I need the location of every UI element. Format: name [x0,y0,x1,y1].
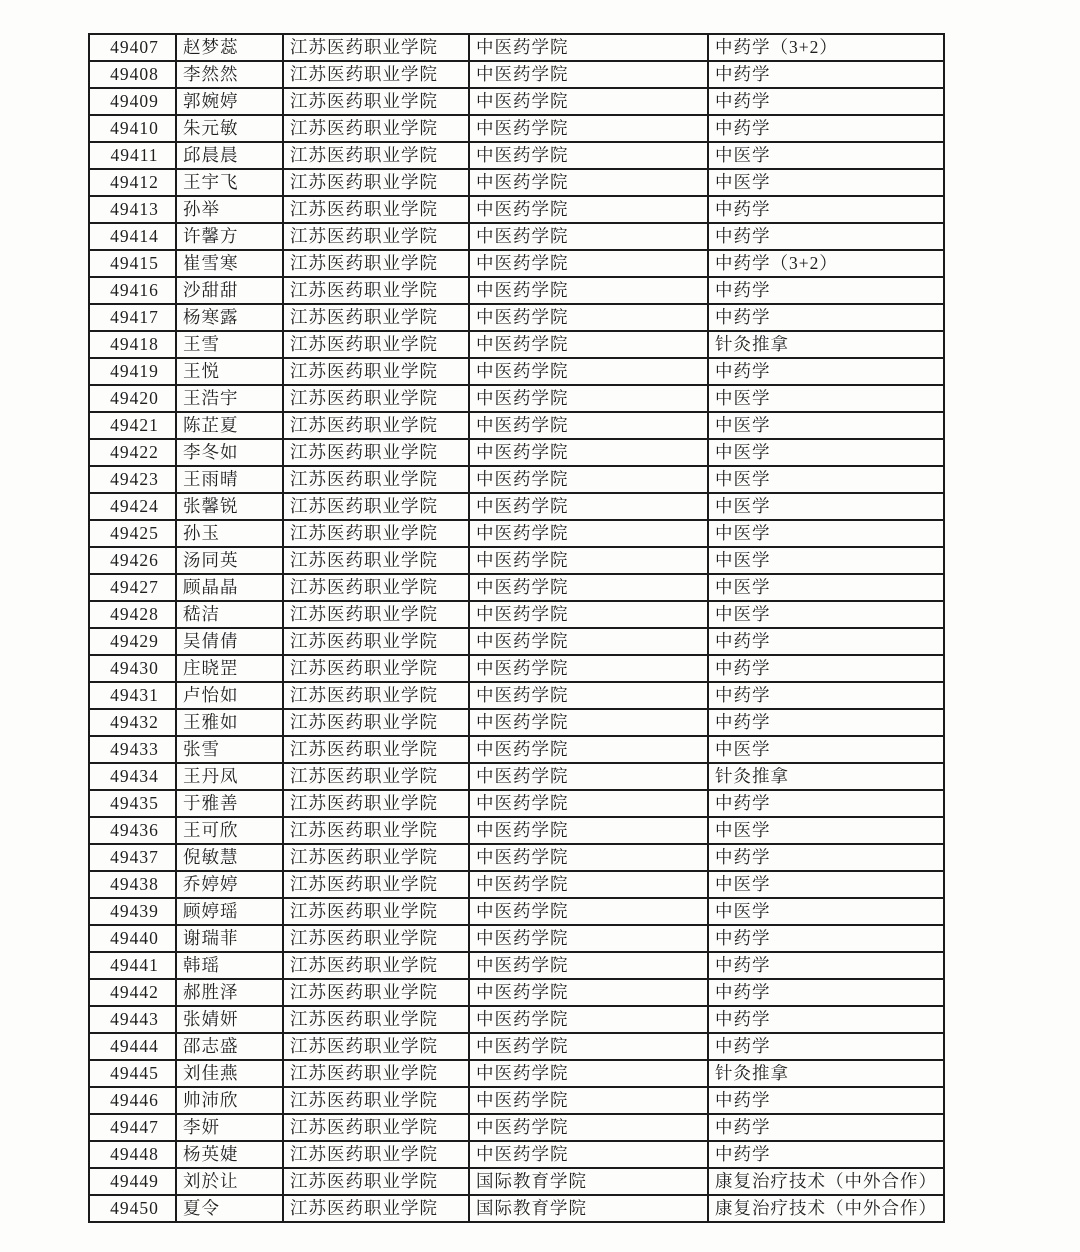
cell-college: 中医药学院 [469,1087,708,1114]
cell-college: 中医药学院 [469,196,708,223]
cell-exam-id: 49441 [89,952,176,979]
cell-student-name: 夏令 [176,1195,283,1222]
cell-major: 中医学 [708,493,944,520]
cell-school: 江苏医药职业学院 [283,925,469,952]
cell-school: 江苏医药职业学院 [283,358,469,385]
cell-school: 江苏医药职业学院 [283,1195,469,1222]
cell-college: 中医药学院 [469,1033,708,1060]
cell-college: 中医药学院 [469,331,708,358]
cell-college: 中医药学院 [469,1141,708,1168]
table-row [89,1168,944,1195]
cell-college: 中医药学院 [469,952,708,979]
cell-exam-id: 49413 [89,196,176,223]
cell-exam-id: 49409 [89,88,176,115]
cell-college: 中医药学院 [469,115,708,142]
cell-school: 江苏医药职业学院 [283,601,469,628]
cell-exam-id: 49448 [89,1141,176,1168]
cell-major: 中医学 [708,169,944,196]
cell-exam-id: 49447 [89,1114,176,1141]
cell-school: 江苏医药职业学院 [283,736,469,763]
cell-student-name: 王雅如 [176,709,283,736]
cell-student-name: 卢怡如 [176,682,283,709]
cell-major: 中医学 [708,412,944,439]
cell-exam-id: 49425 [89,520,176,547]
cell-school: 江苏医药职业学院 [283,142,469,169]
cell-exam-id: 49419 [89,358,176,385]
cell-student-name: 乔婷婷 [176,871,283,898]
cell-college: 国际教育学院 [469,1168,708,1195]
cell-school: 江苏医药职业学院 [283,439,469,466]
cell-student-name: 孙玉 [176,520,283,547]
cell-student-name: 王宇飞 [176,169,283,196]
cell-student-name: 张雪 [176,736,283,763]
cell-exam-id: 49437 [89,844,176,871]
cell-major: 康复治疗技术（中外合作） [708,1195,944,1222]
cell-exam-id: 49414 [89,223,176,250]
cell-major: 康复治疗技术（中外合作） [708,1168,944,1195]
cell-college: 中医药学院 [469,1060,708,1087]
cell-major: 中医学 [708,385,944,412]
cell-student-name: 谢瑞菲 [176,925,283,952]
cell-student-name: 韩瑶 [176,952,283,979]
cell-major: 中药学 [708,196,944,223]
cell-college: 中医药学院 [469,898,708,925]
cell-major: 中药学 [708,358,944,385]
cell-college: 中医药学院 [469,736,708,763]
cell-school: 江苏医药职业学院 [283,547,469,574]
cell-major: 中药学 [708,1141,944,1168]
table-row [89,250,944,277]
cell-exam-id: 49410 [89,115,176,142]
cell-major: 中药学 [708,790,944,817]
cell-major: 针灸推拿 [708,331,944,358]
table-row [89,1141,944,1168]
cell-college: 中医药学院 [469,439,708,466]
cell-school: 江苏医药职业学院 [283,412,469,439]
cell-college: 中医药学院 [469,142,708,169]
cell-student-name: 嵇洁 [176,601,283,628]
cell-college: 中医药学院 [469,466,708,493]
cell-exam-id: 49450 [89,1195,176,1222]
cell-major: 中药学 [708,277,944,304]
cell-student-name: 郝胜泽 [176,979,283,1006]
cell-major: 中药学 [708,1033,944,1060]
cell-student-name: 赵梦蕊 [176,34,283,61]
table-row [89,547,944,574]
cell-student-name: 顾婷瑶 [176,898,283,925]
table-row [89,412,944,439]
cell-exam-id: 49431 [89,682,176,709]
table-row [89,709,944,736]
table-row [89,466,944,493]
cell-student-name: 陈芷夏 [176,412,283,439]
cell-college: 中医药学院 [469,763,708,790]
cell-college: 中医药学院 [469,817,708,844]
cell-school: 江苏医药职业学院 [283,115,469,142]
cell-exam-id: 49442 [89,979,176,1006]
table-row [89,358,944,385]
cell-school: 江苏医药职业学院 [283,871,469,898]
cell-student-name: 邱晨晨 [176,142,283,169]
table-row [89,142,944,169]
table-row [89,385,944,412]
table-row [89,979,944,1006]
cell-college: 中医药学院 [469,493,708,520]
cell-student-name: 帅沛欣 [176,1087,283,1114]
cell-exam-id: 49422 [89,439,176,466]
cell-school: 江苏医药职业学院 [283,196,469,223]
cell-exam-id: 49446 [89,1087,176,1114]
cell-major: 中药学 [708,709,944,736]
cell-student-name: 沙甜甜 [176,277,283,304]
table-row [89,61,944,88]
table-row [89,871,944,898]
cell-college: 中医药学院 [469,223,708,250]
table-row [89,34,944,61]
cell-school: 江苏医药职业学院 [283,628,469,655]
cell-major: 中医学 [708,547,944,574]
cell-college: 中医药学院 [469,1006,708,1033]
cell-major: 中医学 [708,817,944,844]
cell-school: 江苏医药职业学院 [283,61,469,88]
cell-exam-id: 49407 [89,34,176,61]
cell-college: 中医药学院 [469,655,708,682]
cell-exam-id: 49443 [89,1006,176,1033]
cell-major: 中医学 [708,520,944,547]
table-row [89,898,944,925]
cell-student-name: 杨寒露 [176,304,283,331]
cell-student-name: 张婧妍 [176,1006,283,1033]
cell-school: 江苏医药职业学院 [283,682,469,709]
table-row [89,88,944,115]
cell-exam-id: 49408 [89,61,176,88]
cell-student-name: 王雨晴 [176,466,283,493]
cell-exam-id: 49426 [89,547,176,574]
cell-exam-id: 49411 [89,142,176,169]
cell-student-name: 李冬如 [176,439,283,466]
cell-school: 江苏医药职业学院 [283,1168,469,1195]
table-row [89,628,944,655]
cell-exam-id: 49415 [89,250,176,277]
cell-exam-id: 49449 [89,1168,176,1195]
cell-student-name: 李然然 [176,61,283,88]
table-row [89,1033,944,1060]
cell-major: 中药学 [708,979,944,1006]
cell-exam-id: 49430 [89,655,176,682]
cell-major: 中药学 [708,925,944,952]
cell-major: 中医学 [708,736,944,763]
cell-college: 中医药学院 [469,547,708,574]
cell-student-name: 许馨方 [176,223,283,250]
cell-college: 中医药学院 [469,358,708,385]
cell-major: 中药学 [708,1114,944,1141]
cell-exam-id: 49427 [89,574,176,601]
cell-school: 江苏医药职业学院 [283,88,469,115]
cell-major: 中药学 [708,682,944,709]
cell-major: 中医学 [708,898,944,925]
cell-student-name: 王可欣 [176,817,283,844]
cell-major: 中医学 [708,466,944,493]
cell-major: 中药学 [708,628,944,655]
cell-exam-id: 49440 [89,925,176,952]
table-row [89,1006,944,1033]
table-row [89,655,944,682]
cell-exam-id: 49423 [89,466,176,493]
cell-major: 中药学 [708,304,944,331]
cell-school: 江苏医药职业学院 [283,763,469,790]
cell-major: 中药学 [708,1006,944,1033]
table-row [89,196,944,223]
cell-college: 中医药学院 [469,277,708,304]
table-row [89,736,944,763]
cell-major: 中药学 [708,844,944,871]
cell-exam-id: 49444 [89,1033,176,1060]
cell-school: 江苏医药职业学院 [283,250,469,277]
cell-school: 江苏医药职业学院 [283,844,469,871]
table-row [89,574,944,601]
cell-student-name: 邵志盛 [176,1033,283,1060]
cell-exam-id: 49428 [89,601,176,628]
cell-student-name: 于雅善 [176,790,283,817]
cell-school: 江苏医药职业学院 [283,277,469,304]
table-row [89,277,944,304]
table-row [89,844,944,871]
cell-school: 江苏医药职业学院 [283,1114,469,1141]
cell-major: 中药学 [708,223,944,250]
cell-school: 江苏医药职业学院 [283,520,469,547]
table-row [89,1114,944,1141]
cell-student-name: 倪敏慧 [176,844,283,871]
cell-college: 中医药学院 [469,979,708,1006]
cell-college: 中医药学院 [469,385,708,412]
cell-exam-id: 49434 [89,763,176,790]
cell-school: 江苏医药职业学院 [283,304,469,331]
cell-exam-id: 49436 [89,817,176,844]
cell-college: 中医药学院 [469,682,708,709]
cell-major: 中药学 [708,88,944,115]
cell-exam-id: 49412 [89,169,176,196]
cell-major: 中药学 [708,115,944,142]
student-roster-table [88,33,945,1223]
cell-school: 江苏医药职业学院 [283,223,469,250]
cell-college: 中医药学院 [469,574,708,601]
cell-major: 中医学 [708,871,944,898]
cell-student-name: 汤同英 [176,547,283,574]
table-row [89,790,944,817]
cell-major: 中药学（3+2） [708,34,944,61]
cell-exam-id: 49445 [89,1060,176,1087]
cell-exam-id: 49439 [89,898,176,925]
cell-student-name: 王丹凤 [176,763,283,790]
cell-school: 江苏医药职业学院 [283,385,469,412]
cell-college: 中医药学院 [469,844,708,871]
table-row [89,331,944,358]
table-row [89,520,944,547]
cell-school: 江苏医药职业学院 [283,1033,469,1060]
cell-school: 江苏医药职业学院 [283,169,469,196]
cell-school: 江苏医药职业学院 [283,898,469,925]
table-row [89,493,944,520]
cell-major: 中医学 [708,574,944,601]
cell-college: 中医药学院 [469,601,708,628]
cell-college: 中医药学院 [469,520,708,547]
cell-student-name: 孙举 [176,196,283,223]
cell-school: 江苏医药职业学院 [283,1141,469,1168]
cell-school: 江苏医药职业学院 [283,1087,469,1114]
cell-student-name: 庄晓罡 [176,655,283,682]
cell-college: 国际教育学院 [469,1195,708,1222]
cell-college: 中医药学院 [469,61,708,88]
cell-school: 江苏医药职业学院 [283,817,469,844]
cell-school: 江苏医药职业学院 [283,493,469,520]
cell-college: 中医药学院 [469,1114,708,1141]
cell-school: 江苏医药职业学院 [283,574,469,601]
cell-major: 中药学 [708,1087,944,1114]
cell-student-name: 王悦 [176,358,283,385]
cell-school: 江苏医药职业学院 [283,979,469,1006]
cell-exam-id: 49429 [89,628,176,655]
cell-college: 中医药学院 [469,790,708,817]
cell-exam-id: 49432 [89,709,176,736]
cell-school: 江苏医药职业学院 [283,34,469,61]
cell-school: 江苏医药职业学院 [283,1006,469,1033]
cell-major: 中药学 [708,61,944,88]
cell-major: 中医学 [708,601,944,628]
cell-school: 江苏医药职业学院 [283,709,469,736]
roster-body [89,34,944,1222]
cell-school: 江苏医药职业学院 [283,952,469,979]
cell-college: 中医药学院 [469,88,708,115]
cell-major: 中药学（3+2） [708,250,944,277]
cell-school: 江苏医药职业学院 [283,655,469,682]
table-row [89,925,944,952]
table-row [89,1087,944,1114]
cell-college: 中医药学院 [469,412,708,439]
cell-school: 江苏医药职业学院 [283,466,469,493]
cell-student-name: 崔雪寒 [176,250,283,277]
table-row [89,115,944,142]
cell-student-name: 吴倩倩 [176,628,283,655]
cell-major: 中药学 [708,952,944,979]
cell-student-name: 刘佳燕 [176,1060,283,1087]
table-row [89,952,944,979]
cell-exam-id: 49420 [89,385,176,412]
cell-student-name: 朱元敏 [176,115,283,142]
table-row [89,817,944,844]
cell-college: 中医药学院 [469,169,708,196]
table-row [89,1195,944,1222]
cell-college: 中医药学院 [469,250,708,277]
cell-exam-id: 49418 [89,331,176,358]
cell-school: 江苏医药职业学院 [283,790,469,817]
cell-exam-id: 49433 [89,736,176,763]
cell-major: 中医学 [708,142,944,169]
cell-exam-id: 49417 [89,304,176,331]
table-row [89,1060,944,1087]
cell-school: 江苏医药职业学院 [283,331,469,358]
cell-school: 江苏医药职业学院 [283,1060,469,1087]
cell-exam-id: 49416 [89,277,176,304]
cell-major: 针灸推拿 [708,763,944,790]
cell-college: 中医药学院 [469,628,708,655]
cell-college: 中医药学院 [469,925,708,952]
cell-student-name: 顾晶晶 [176,574,283,601]
cell-exam-id: 49438 [89,871,176,898]
cell-student-name: 郭婉婷 [176,88,283,115]
cell-college: 中医药学院 [469,709,708,736]
cell-student-name: 李妍 [176,1114,283,1141]
cell-major: 针灸推拿 [708,1060,944,1087]
cell-student-name: 刘於让 [176,1168,283,1195]
cell-major: 中医学 [708,439,944,466]
cell-major: 中药学 [708,655,944,682]
cell-student-name: 张馨锐 [176,493,283,520]
table-row [89,223,944,250]
table-row [89,763,944,790]
cell-exam-id: 49424 [89,493,176,520]
table-row [89,601,944,628]
table-row [89,304,944,331]
cell-exam-id: 49435 [89,790,176,817]
cell-student-name: 杨英婕 [176,1141,283,1168]
table-row [89,169,944,196]
cell-college: 中医药学院 [469,304,708,331]
table-row [89,439,944,466]
table-row [89,682,944,709]
cell-college: 中医药学院 [469,34,708,61]
cell-student-name: 王雪 [176,331,283,358]
cell-exam-id: 49421 [89,412,176,439]
cell-college: 中医药学院 [469,871,708,898]
cell-student-name: 王浩宇 [176,385,283,412]
